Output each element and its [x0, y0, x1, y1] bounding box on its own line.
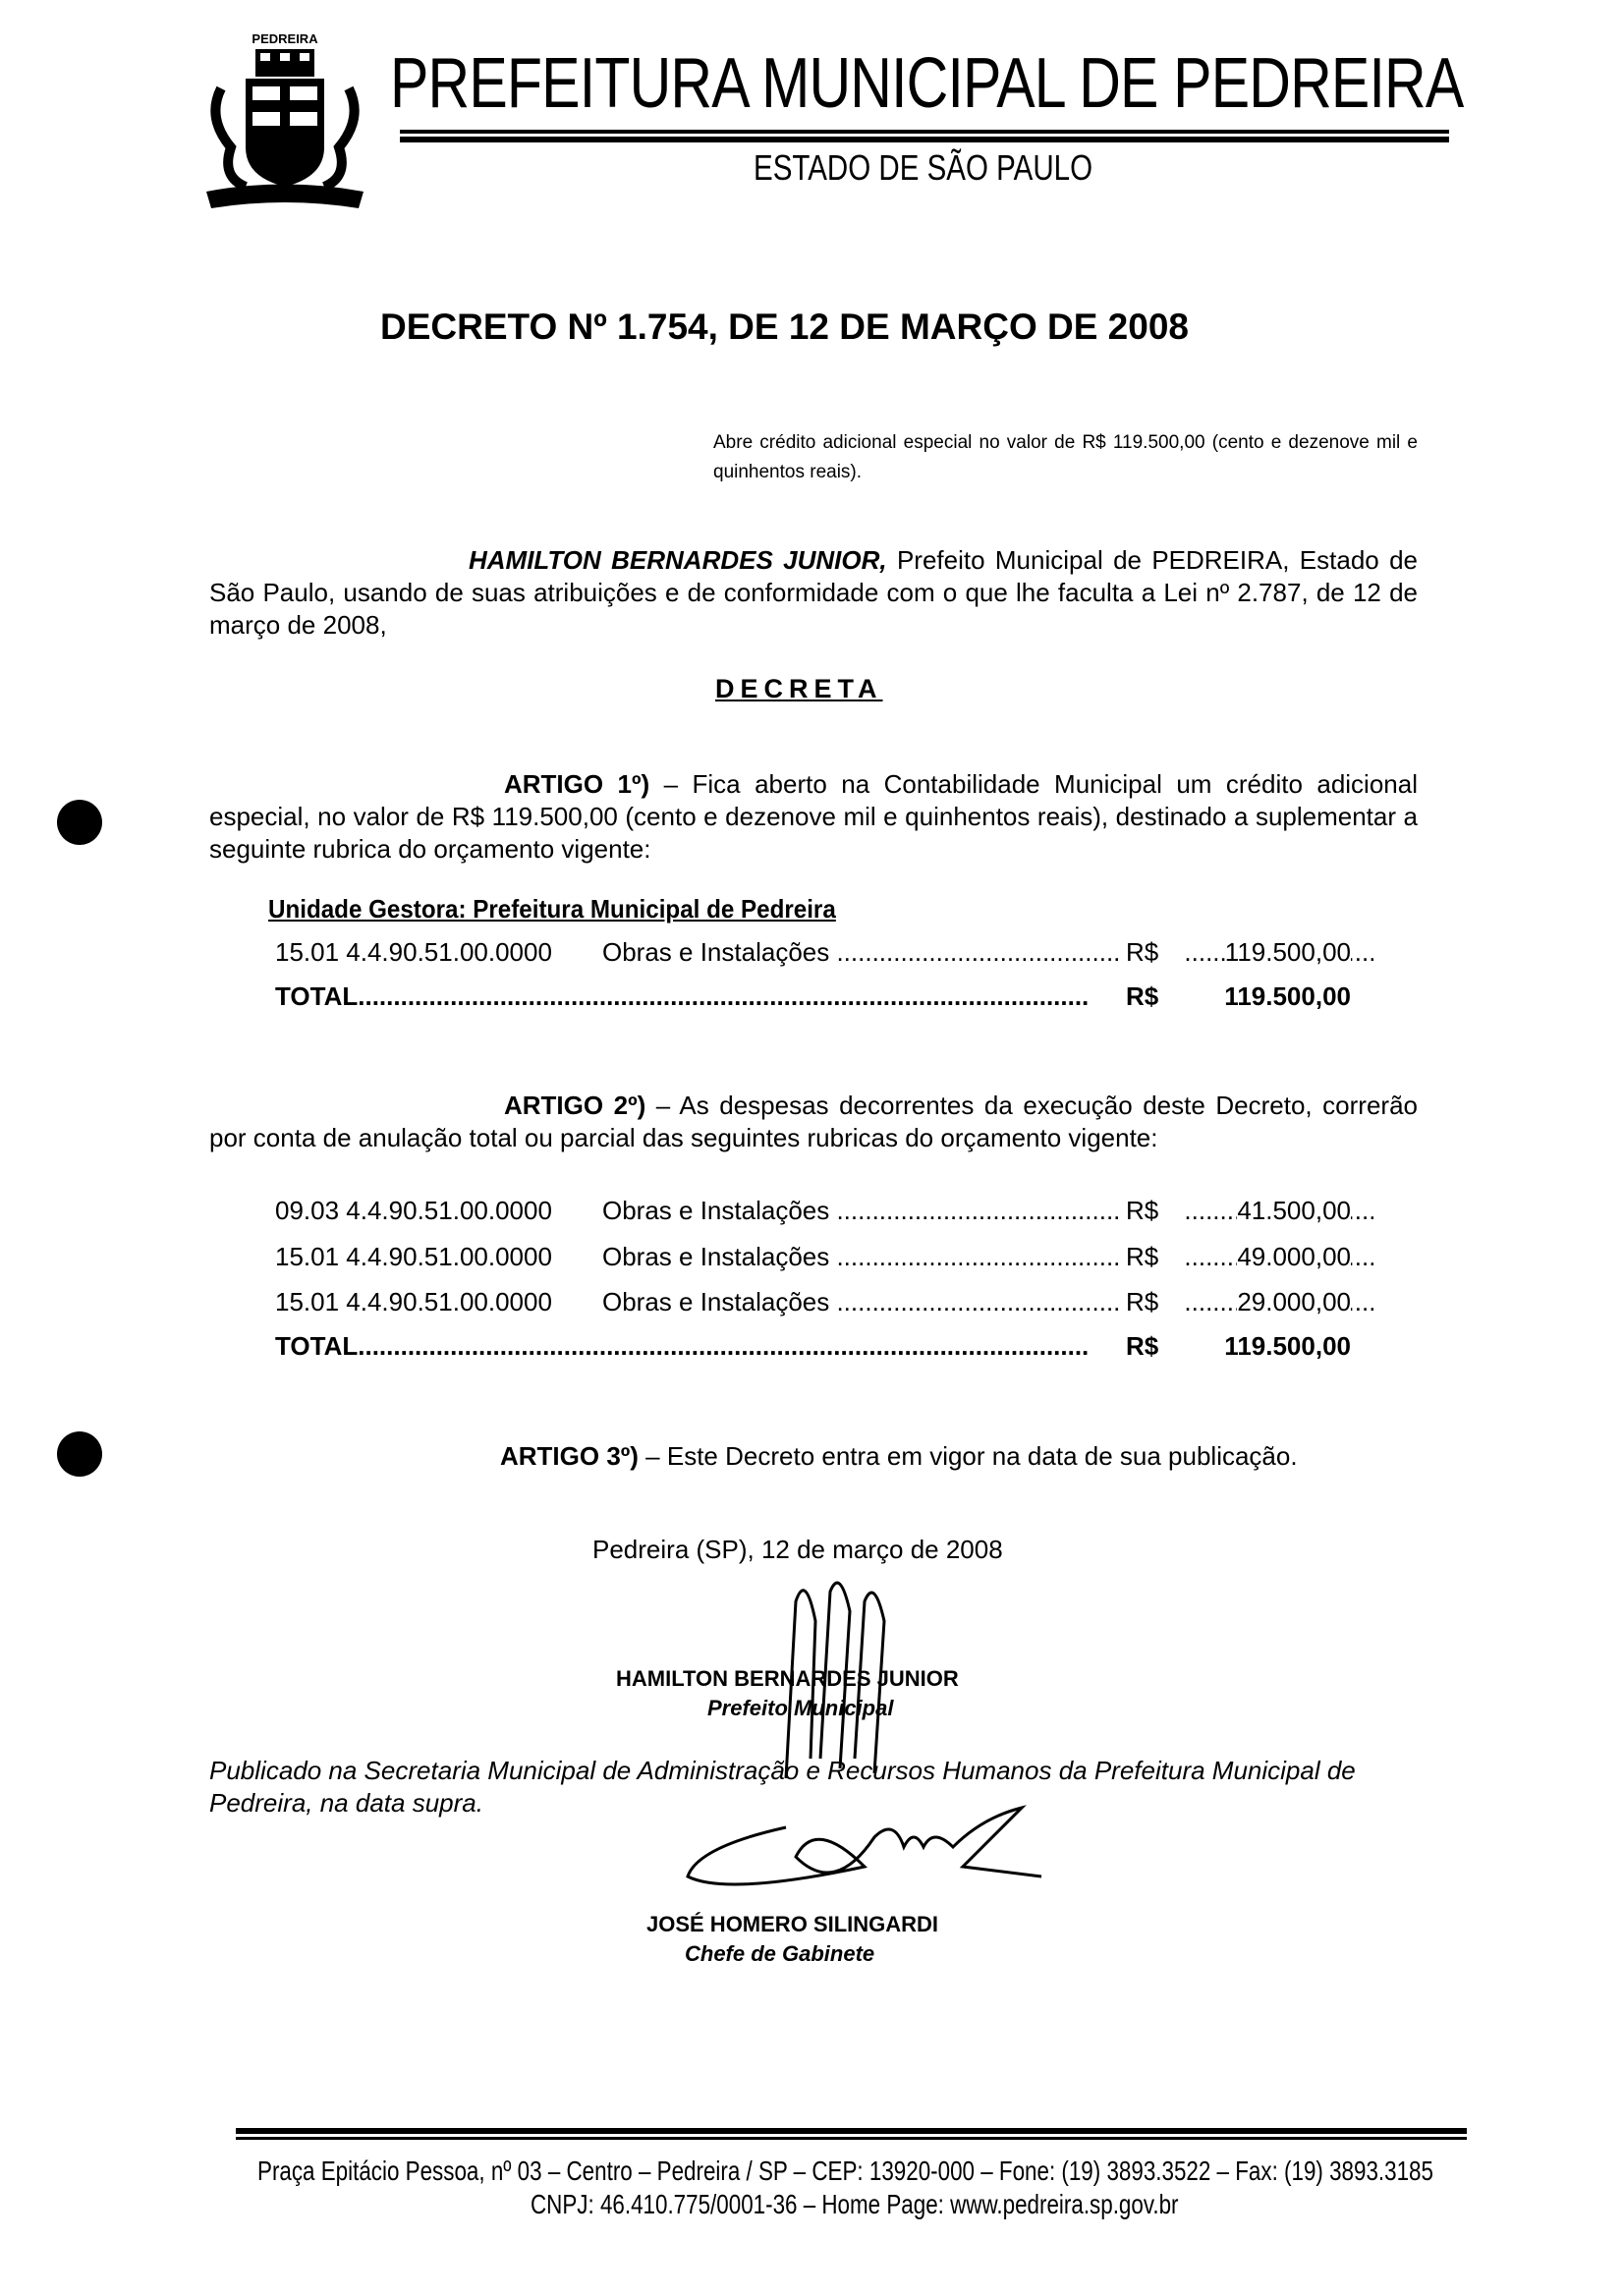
total-value: 119.500,00	[1224, 981, 1351, 1011]
signer-1-role: Prefeito Municipal	[707, 1696, 894, 1720]
row-desc: Obras e Instalações .....	[602, 1196, 1373, 1226]
header-subtitle: ESTADO DE SÃO PAULO	[754, 147, 1093, 188]
article-1-text: – Fica aberto na Contabilidade Municipal um crédito adicional especial, no valor de R$ 119.500,00 (cento e dezenove mil e quinhentos reais), destinado a suplementar a seguinte rubrica do orçamento vigente:	[209, 769, 1418, 864]
footer-address: Praça Epitácio Pessoa, nº 03 – Centro – Pedreira / SP – CEP: 13920-000 – Fone: (19) 3893.3522 – Fax: (19) 3893.3185	[257, 2156, 1433, 2186]
decree-summary: Abre crédito adicional especial no valor de R$ 119.500,00 (cento e dezenove mil e quinhentos reais).	[713, 432, 1418, 482]
article-3-label: ARTIGO 3º)	[500, 1441, 639, 1471]
article-3	[209, 1440, 1418, 1473]
mayor-name: HAMILTON BERNARDES JUNIOR,	[469, 545, 887, 575]
footer-divider	[236, 2137, 1467, 2140]
article-2	[209, 1090, 1418, 1154]
row-currency: R$	[1120, 1287, 1185, 1317]
publication-note: Publicado na Secretaria Municipal de Administração e Recursos Humanos da Prefeitura Municipal de Pedreira, na data supra.	[209, 1756, 1356, 1818]
footer-cnpj: CNPJ: 46.410.775/0001-36 – Home Page: www.pedreira.sp.gov.br	[531, 2189, 1179, 2219]
row-currency: R$	[1120, 1196, 1185, 1226]
article-1	[209, 768, 1418, 866]
footer-divider	[236, 2128, 1467, 2134]
row-code: 15.01 4.4.90.51.00.0000	[275, 937, 552, 967]
unidade-gestora: Unidade Gestora: Prefeitura Municipal de Pedreira	[268, 894, 836, 924]
row-desc: Obras e Instalações .....	[602, 1287, 1373, 1317]
row-desc: Obras e Instalações .....	[602, 937, 1373, 968]
total-value: 119.500,00	[1224, 1331, 1351, 1361]
decreta-heading: DECRETA	[715, 674, 883, 703]
header-divider	[400, 137, 1449, 142]
row-code: 15.01 4.4.90.51.00.0000	[275, 1287, 552, 1316]
total-label: TOTAL .....	[275, 981, 1091, 1012]
place-date: Pedreira (SP), 12 de março de 2008	[592, 1535, 1003, 1564]
chief-signature	[668, 1798, 1081, 1906]
intro-paragraph	[209, 544, 1418, 642]
svg-text:PEDREIRA: PEDREIRA	[252, 31, 318, 46]
row-value: 41.500,00	[1237, 1196, 1351, 1225]
table-row	[275, 1196, 1351, 1229]
total-currency: R$	[1120, 981, 1185, 1012]
total-label: TOTAL .....	[275, 1331, 1091, 1362]
article-1-label: ARTIGO 1º)	[504, 769, 650, 799]
row-currency: R$	[1120, 1242, 1185, 1272]
punch-hole	[57, 1431, 102, 1477]
table-total-row	[275, 1331, 1351, 1365]
article-2-text: – As despesas decorrentes da execução deste Decreto, correrão por conta de anulação total ou parcial das seguintes rubricas do orçamento vigente:	[209, 1091, 1418, 1152]
decree-title: DECRETO Nº 1.754, DE 12 DE MARÇO DE 2008	[380, 307, 1189, 347]
total-currency: R$	[1120, 1331, 1185, 1362]
row-currency: R$	[1120, 937, 1185, 968]
article-2-label: ARTIGO 2º)	[504, 1091, 646, 1120]
table-total-row	[275, 981, 1351, 1015]
table-row	[275, 1287, 1351, 1320]
row-code: 09.03 4.4.90.51.00.0000	[275, 1196, 552, 1225]
row-code: 15.01 4.4.90.51.00.0000	[275, 1242, 552, 1271]
signer-2-name: JOSÉ HOMERO SILINGARDI	[646, 1912, 939, 1936]
table-row	[275, 937, 1351, 971]
coat-of-arms-logo	[201, 29, 368, 211]
table-row	[275, 1242, 1351, 1275]
intro-text: Prefeito Municipal de PEDREIRA, Estado de São Paulo, usando de suas atribuições e de conformidade com o que lhe faculta a Lei nº 2.787, de 12 de março de 2008,	[209, 545, 1419, 640]
header-title: PREFEITURA MUNICIPAL DE PEDREIRA	[390, 44, 1464, 123]
signer-1-name: HAMILTON BERNARDES JUNIOR	[616, 1666, 959, 1691]
row-value: 29.000,00	[1237, 1287, 1351, 1316]
header-divider	[400, 130, 1449, 134]
signer-2-role: Chefe de Gabinete	[685, 1941, 875, 1966]
row-value: 49.000,00	[1237, 1242, 1351, 1271]
row-value: 119.500,00	[1224, 937, 1351, 967]
punch-hole	[57, 800, 102, 845]
row-desc: Obras e Instalações .....	[602, 1242, 1373, 1272]
article-3-text: – Este Decreto entra em vigor na data de sua publicação.	[638, 1441, 1298, 1471]
